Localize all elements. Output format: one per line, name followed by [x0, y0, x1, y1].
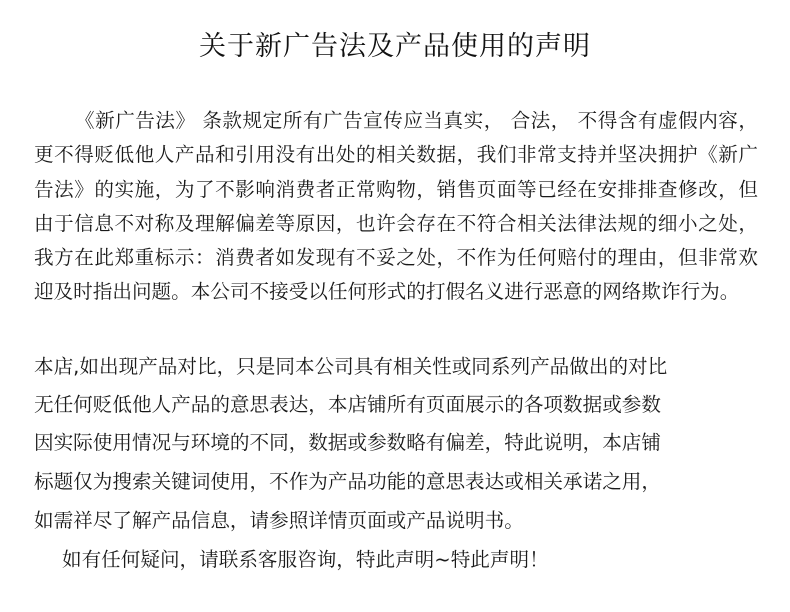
- data-deviation-line: 因实际使用情况与环境的不同，数据或参数略有偏差，特此说明，本店铺: [34, 431, 661, 454]
- product-info-line: 如需祥尽了解产品信息，请参照详情页面或产品说明书。: [34, 509, 524, 532]
- contact-service-line: 如有任何疑问，请联系客服咨询，特此声明~特此声明！: [62, 548, 549, 571]
- title-keyword-line: 标题仅为搜索关键词使用，不作为产品功能的意思表达或相关承诺之用，: [34, 470, 661, 493]
- product-comparison-line: 本店,如出现产品对比，只是同本公司具有相关性或同系列产品做出的对比: [34, 355, 668, 378]
- ad-law-paragraph: 《新广告法》 条款规定所有广告宣传应当真实， 合法， 不得含有虚假内容，更不得贬低他人产品和引用没有出处的相关数据，我们非常支持并坚决拥护《新广告法》的实施，为了不影响消费者正常购物，销售页面等已经在安排排查修改，但由于信息不对称及理解偏差等原因，也许会存在不符合相关法律法规的细小之处，我方在此郑重标示：消费者如发现有不妥之处，不作为任何赔付的理由，但非常欢迎及时指出问题。本公司不接受以任何形式的打假名义进行恶意的网络欺诈行为。: [34, 109, 758, 304]
- no-disparagement-line: 无任何贬低他人产品的意思表达，本店铺所有页面展示的各项数据或参数: [34, 393, 661, 416]
- page-title: 关于新广告法及产品使用的声明: [199, 31, 591, 62]
